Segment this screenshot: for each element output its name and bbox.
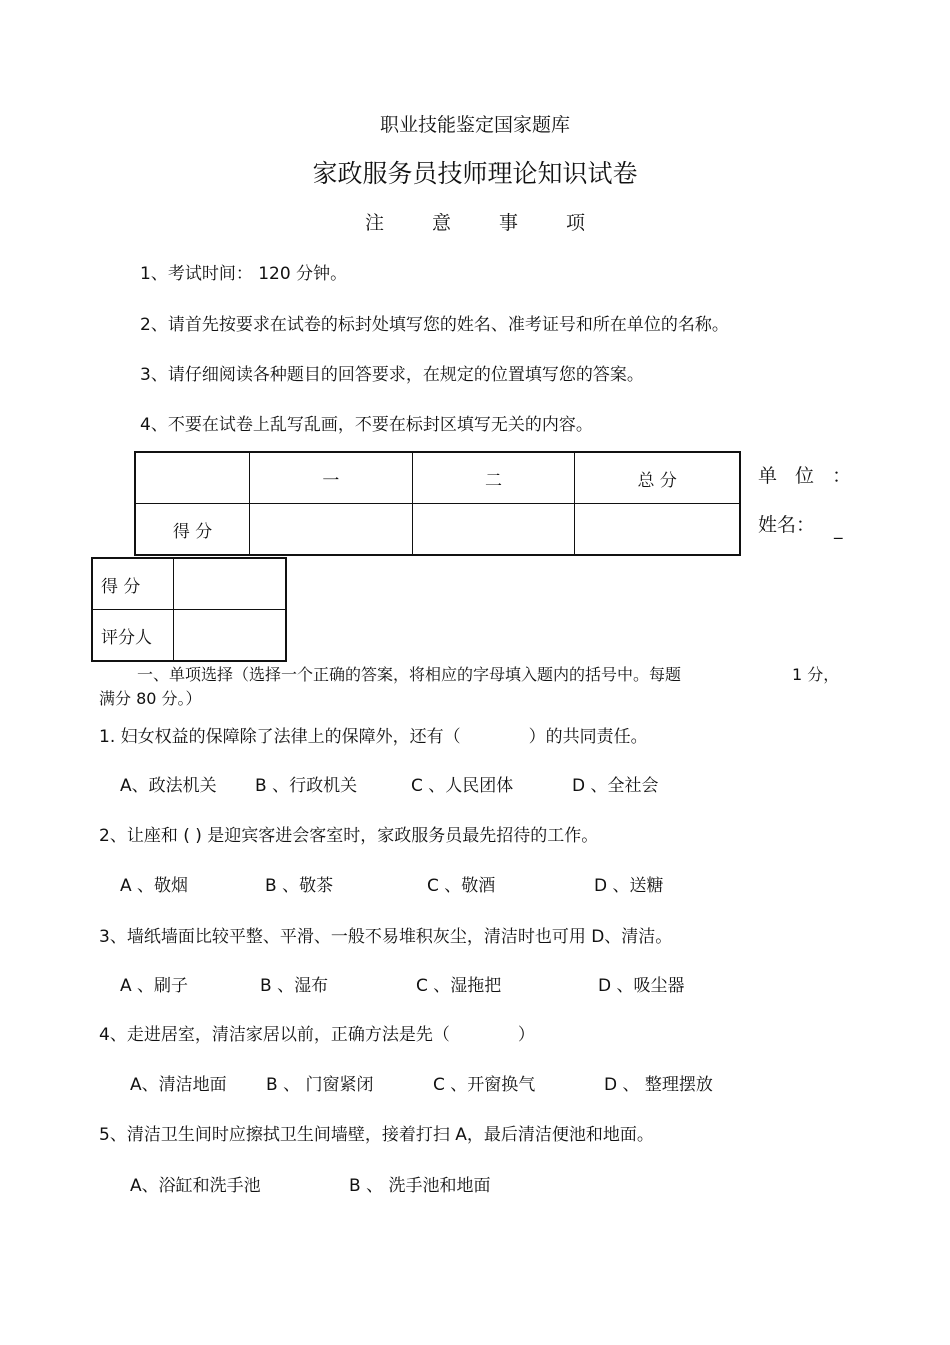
question-text: 2、让座和 ( ) 是迎宾客进会客室时，家政服务员最先招待的工作。 — [99, 826, 599, 846]
option-b[interactable]: B 、敬茶 — [265, 876, 334, 896]
question-text: 1. 妇女权益的保障除了法律上的保障外，还有（ ）的共同责任。 — [99, 727, 648, 747]
option-d[interactable]: D 、 整理摆放 — [604, 1075, 713, 1095]
option-d[interactable]: D 、送糖 — [594, 876, 664, 896]
option-c[interactable]: C 、开窗换气 — [433, 1075, 536, 1095]
option-a[interactable]: A 、敬烟 — [120, 876, 189, 896]
score-header-part-2: 二 — [412, 452, 575, 504]
option-c[interactable]: C 、敬酒 — [427, 876, 496, 896]
grader-name-label: 评分人 — [92, 610, 174, 662]
note-item: 4、不要在试卷上乱写乱画，不要在标封区填写无关的内容。 — [140, 415, 593, 435]
option-c[interactable]: C 、人民团体 — [411, 776, 514, 796]
option-a[interactable]: A、政法机关 — [120, 776, 217, 796]
score-table-corner — [135, 452, 250, 504]
score-summary-table — [134, 451, 741, 556]
grader-name-cell[interactable] — [174, 610, 287, 662]
note-item: 1、考试时间： 120 分钟。 — [140, 264, 348, 284]
option-a[interactable]: A 、刷子 — [120, 976, 189, 996]
score-header-total: 总 分 — [575, 452, 740, 504]
option-c[interactable]: C 、湿拖把 — [416, 976, 502, 996]
section-total: 满分 80 分。） — [99, 689, 202, 708]
option-a[interactable]: A、清洁地面 — [130, 1075, 227, 1095]
notice-heading: 注 意 事 项 — [364, 212, 586, 234]
score-row-label: 得 分 — [135, 504, 250, 556]
question-text: 5、清洁卫生间时应擦拭卫生间墙壁，接着打扫 A，最后清洁便池和地面。 — [99, 1125, 654, 1145]
grader-table — [91, 557, 287, 662]
section-instructions: 一、单项选择（选择一个正确的答案，将相应的字母填入题内的括号中。每题 — [137, 665, 682, 684]
option-b[interactable]: B 、行政机关 — [255, 776, 358, 796]
section-points: 1 分， — [792, 665, 840, 684]
grader-score-label: 得 分 — [92, 558, 174, 610]
name-label: 姓名： — [758, 514, 816, 536]
option-d[interactable]: D 、全社会 — [572, 776, 659, 796]
note-item: 2、请首先按要求在试卷的标封处填写您的姓名、准考证号和所在单位的名称。 — [140, 315, 729, 335]
option-b[interactable]: B 、 洗手池和地面 — [349, 1176, 491, 1196]
grader-score-cell[interactable] — [174, 558, 287, 610]
score-cell-total[interactable] — [575, 504, 740, 556]
question-text: 3、墙纸墙面比较平整、平滑、一般不易堆积灰尘，清洁时也可用 D、清洁。 — [99, 927, 673, 947]
score-cell-part-1[interactable] — [250, 504, 413, 556]
name-blank-line[interactable]: _ — [834, 520, 843, 540]
exam-title: 家政服务员技师理论知识试卷 — [312, 159, 638, 188]
score-header-part-1: 一 — [250, 452, 413, 504]
score-cell-part-2[interactable] — [412, 504, 575, 556]
option-b[interactable]: B 、 门窗紧闭 — [266, 1075, 374, 1095]
question-text: 4、走进居室，清洁家居以前，正确方法是先（ ） — [99, 1025, 535, 1045]
unit-label: 单 位 ： — [758, 465, 858, 487]
note-item: 3、请仔细阅读各种题目的回答要求，在规定的位置填写您的答案。 — [140, 365, 644, 385]
exam-bank-subtitle: 职业技能鉴定国家题库 — [379, 114, 570, 136]
option-a[interactable]: A、浴缸和洗手池 — [130, 1176, 261, 1196]
option-b[interactable]: B 、湿布 — [260, 976, 329, 996]
option-d[interactable]: D 、吸尘器 — [598, 976, 685, 996]
